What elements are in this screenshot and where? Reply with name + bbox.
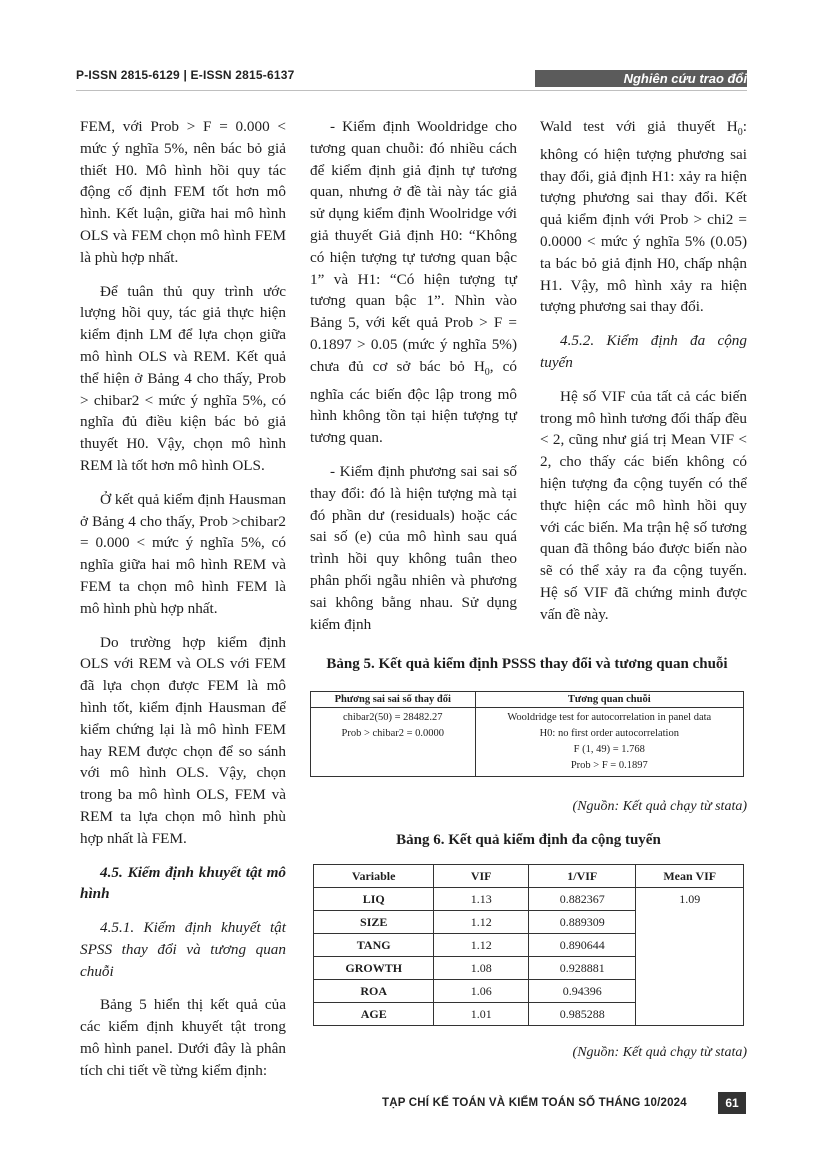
table-header: Variable [314, 865, 434, 888]
column-2 [310, 116, 517, 647]
table-header: 1/VIF [528, 865, 636, 888]
page-number: 61 [718, 1092, 746, 1114]
section-heading: 4.5. Kiểm định khuyết tật mô hình [80, 863, 286, 903]
table-header: Tương quan chuỗi [475, 692, 743, 708]
column-3 [540, 116, 747, 638]
table-cell: Wooldridge test for autocorrelation in panel data H0: no first order autocorrelation F (1, 49) = 1.768 Prob > F = 0.1897 [475, 708, 743, 777]
mean-vif-value: 1.09 [636, 888, 744, 1026]
table-row: TANG 1.12 0.890644 [314, 934, 744, 957]
table-row: GROWTH 1.08 0.928881 [314, 957, 744, 980]
table-header: VIF [434, 865, 529, 888]
paragraph: Do trường hợp kiểm định OLS với REM và OLS với FEM đã lựa chọn được FEM là mô hình tốt, kiểm định Hausman để kiểm chứng lại là mô hình FEM hay REM được chọn để so sánh với mô hình OLS. Vậy, chọn trong ba mô hình OLS, FEM và REM ta lựa chọn mô hình phù hợp nhất là FEM. [80, 633, 286, 847]
section-title: Nghiên cứu trao đổi [623, 71, 747, 86]
paragraph: Wald test với giả thuyết $H_0$: không có hiện tượng phương sai thay đổi, giả định H1: xảy ra hiện tượng phương sai thay đổi. Kết quả kiểm định với Prob > chi2 = 0.0000 < mức ý nghĩa 5% (0.05) ta bác bỏ giả định H0, chấp nhận H1. Vậy, mô hình xảy ra hiện tượng phương sai thay đổi. [540, 118, 747, 316]
issn-label: P-ISSN 2815-6129 | E-ISSN 2815-6137 [76, 68, 295, 82]
paragraph: FEM, với Prob > F = 0.000 < mức ý nghĩa 5%, nên bác bỏ giả thiết H0. Mô hình hồi quy tác động cố định FEM tốt hơn mô hình. Kết luận, giữa hai mô hình OLS và FEM chọn mô hình FEM là phù hợp nhất. [80, 118, 286, 266]
paragraph: Để tuân thủ quy trình ước lượng hồi quy, tác giả thực hiện kiểm định LM để lựa chọn giữa mô hình OLS và REM. Kết quả thể hiện ở Bảng 4 cho thấy, Prob > chibar2 < mức ý nghĩa 5%, có nghĩa đủ điều kiện bác bỏ giả thuyết H0. Vậy, chọn mô hình REM là tốt hơn mô hình OLS. [80, 282, 286, 474]
table-6 [313, 864, 744, 1026]
table-6-caption: Bảng 6. Kết quả kiểm định đa cộng tuyến [396, 832, 661, 848]
paragraph: Bảng 5 hiển thị kết quả của các kiểm định khuyết tật trong mô hình panel. Dưới đây là phân tích chi tiết về từng kiểm định: [80, 996, 286, 1079]
header-divider [76, 90, 747, 91]
paragraph: Ở kết quả kiểm định Hausman ở Bảng 4 cho thấy, Prob >chibar2 = 0.000 < mức ý nghĩa 5%, có nghĩa giữa hai mô hình REM và FEM ta chọn mô hình FEM là mô hình phù hợp nhất. [80, 490, 286, 617]
table-header: Mean VIF [636, 865, 744, 888]
paragraph: - Kiểm định phương sai sai số thay đổi: đó là hiện tượng mà tại đó phần dư (residuals) hoặc các sai số (e) của mô hình sau quá trình hồi quy không tuân theo phân phối ngẫu nhiên và phương sai không bằng nhau. Sử dụng kiểm định [310, 462, 517, 633]
table-row: LIQ 1.13 0.882367 1.09 [314, 888, 744, 911]
paragraph: - Kiểm định Wooldridge cho tương quan chuỗi: đó nhiều cách để kiểm định giả định tự tương quan, nhưng ở đề tài này tác giả sử dụng kiểm định Woolridge với giả thuyết Giả định H0: “Không có hiện tượng tự tương quan bậc 1” và H1: “Có hiện tượng tự tương quan bậc 1”. Nhìn vào Bảng 5, với kết quả Prob > F = 0.1897 > 0.05 (mức ý nghĩa 5%) chưa đủ cơ sở bác bỏ $H_0$, có nghĩa các biến độc lập trong mô hình không tồn tại hiện tượng tự tương quan. [310, 118, 517, 447]
table-row: AGE 1.01 0.985288 [314, 1003, 744, 1026]
table-6-source: (Nguồn: Kết quả chạy từ stata) [572, 1045, 747, 1060]
paragraph: Hệ số VIF của tất cả các biến trong mô hình tương đối thấp đều < 2, cũng như giá trị Mean VIF < 2, cho thấy các biến không có hiện tượng đa cộng tuyến có thể thực hiện các mô hình hồi quy với các biến. Ma trận hệ số tương quan đã thông báo được biến nào sẽ có thể xảy ra đa cộng tuyến. Hệ số VIF đã chứng minh được vấn đề này. [540, 387, 747, 623]
table-cell: chibar2(50) = 28482.27 Prob > chibar2 = 0.0000 [311, 708, 476, 777]
subsection-heading: 4.5.1. Kiểm định khuyết tật SPSS thay đổi và tương quan chuỗi [80, 919, 286, 980]
table-row: ROA 1.06 0.94396 [314, 980, 744, 1003]
table-5-caption: Bảng 5. Kết quả kiểm định PSSS thay đổi và tương quan chuỗi [326, 656, 728, 672]
column-1 [80, 116, 286, 1094]
subsection-heading: 4.5.2. Kiểm định đa cộng tuyến [540, 332, 747, 371]
table-5-source: (Nguồn: Kết quả chạy từ stata) [572, 799, 747, 814]
table-5 [310, 691, 744, 777]
table-row: SIZE 1.12 0.889309 [314, 911, 744, 934]
table-header: Phương sai sai số thay đổi [311, 692, 476, 708]
journal-footer: TẠP CHÍ KẾ TOÁN VÀ KIỂM TOÁN SỐ THÁNG 10/2024 [382, 1097, 687, 1109]
